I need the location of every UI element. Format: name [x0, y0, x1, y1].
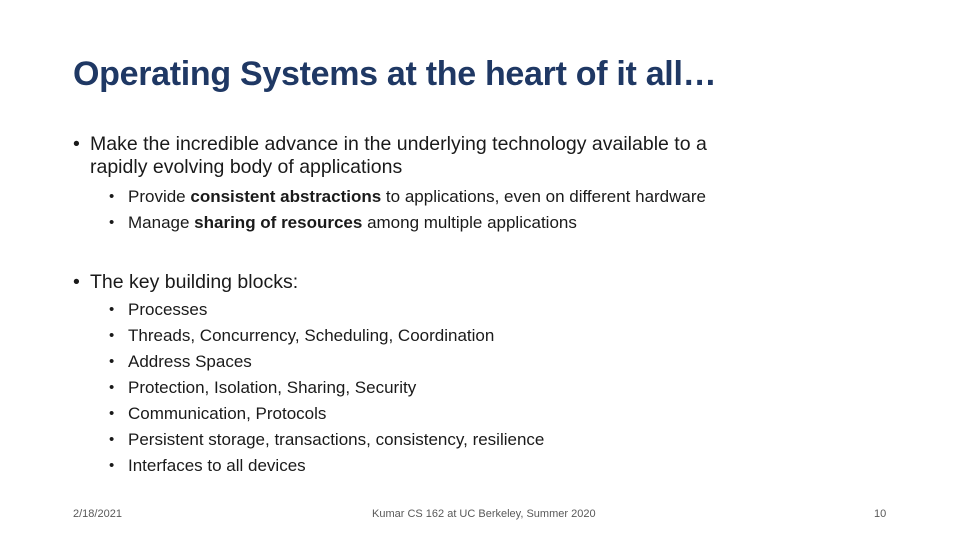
sub-bullet [73, 210, 873, 236]
sub-bullet [73, 184, 873, 210]
bullet-marker: • [109, 457, 115, 474]
bullet-marker: • [109, 353, 115, 370]
bullet-marker: • [109, 379, 115, 396]
bullet-2 [73, 271, 873, 294]
bullet-2-text [73, 271, 873, 294]
footer-date: 2/18/2021 [73, 508, 122, 520]
bullet-1-text [73, 133, 873, 179]
sub-bullet-text: Provide [128, 187, 191, 206]
sub-bullet-text: among multiple applications [362, 213, 577, 232]
list-item-text: Interfaces to all devices [128, 456, 306, 475]
list-item [73, 323, 873, 349]
list-item [73, 297, 873, 323]
footer-page-number: 10 [874, 508, 887, 520]
bullet-marker: • [109, 405, 115, 422]
list-item [73, 427, 873, 453]
sub-bullet-text: to applications, even on different hardware [381, 187, 706, 206]
bullet-1-line-1: Make the incredible advance in the underlying technology available to a [90, 133, 707, 155]
list-item-text: Processes [128, 300, 208, 319]
bullet-2-label: The key building blocks: [90, 271, 299, 293]
list-item [73, 349, 873, 375]
sub-bullet-text: Manage [128, 213, 195, 232]
bullet-marker: • [109, 188, 115, 205]
bullet-marker: • [109, 431, 115, 448]
slide-title: Operating Systems at the heart of it all… [73, 55, 717, 93]
bullet-marker: • [109, 327, 115, 344]
bullet-1 [73, 133, 873, 179]
sub-bullet-emphasis: sharing of resources [194, 213, 363, 232]
bullet-marker: • [73, 133, 80, 155]
bullet-1-sublist [73, 184, 873, 236]
bullet-marker: • [109, 214, 115, 231]
list-item-text: Threads, Concurrency, Scheduling, Coordination [128, 326, 495, 345]
list-item-text: Address Spaces [128, 352, 252, 371]
building-blocks-list [73, 297, 873, 479]
bullet-marker: • [109, 301, 115, 318]
bullet-marker: • [73, 271, 80, 293]
list-item [73, 401, 873, 427]
bullet-1-line-2: rapidly evolving body of applications [90, 156, 403, 178]
footer-course: Kumar CS 162 at UC Berkeley, Summer 2020 [372, 508, 596, 520]
list-item-text: Communication, Protocols [128, 404, 327, 423]
sub-bullet-emphasis: consistent abstractions [190, 187, 382, 206]
list-item [73, 453, 873, 479]
list-item-text: Persistent storage, transactions, consistency, resilience [128, 430, 545, 449]
list-item [73, 375, 873, 401]
list-item-text: Protection, Isolation, Sharing, Security [128, 378, 417, 397]
